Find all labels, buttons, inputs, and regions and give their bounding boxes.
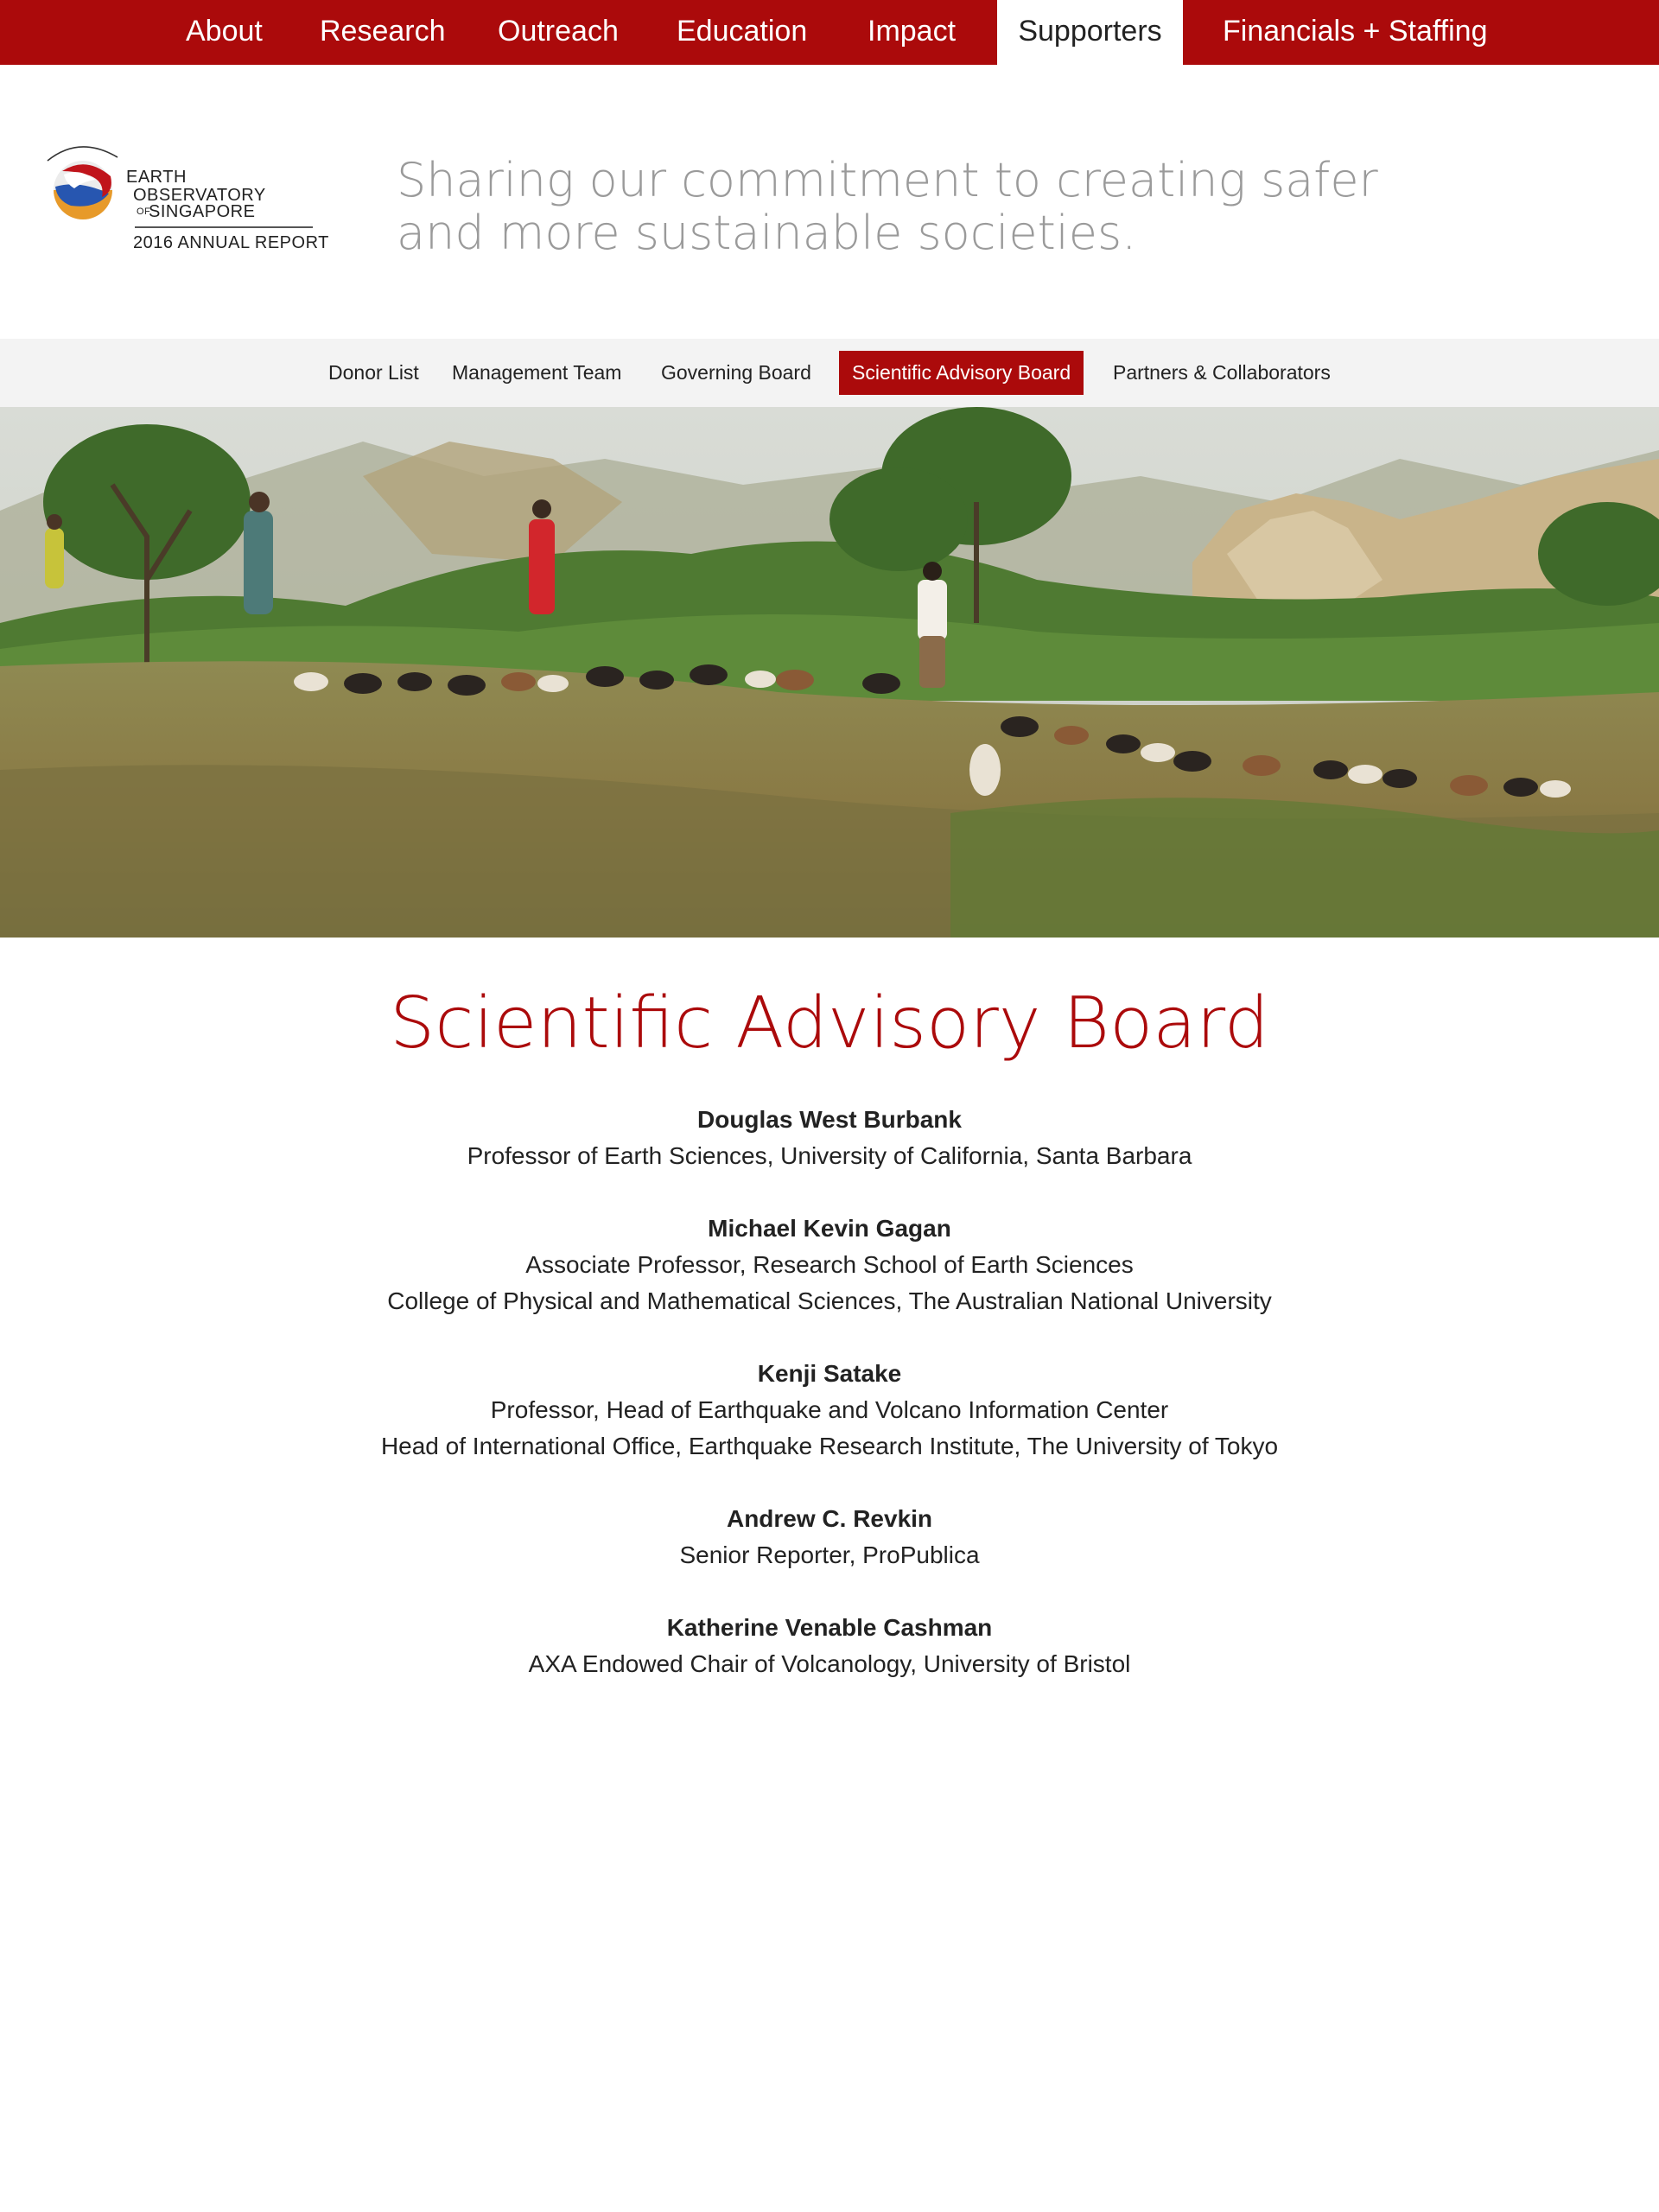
- logo-line-of: OF: [137, 207, 151, 217]
- top-nav: [0, 0, 1659, 65]
- member-name: Katherine Venable Cashman: [666, 1614, 993, 1641]
- member-entry: [0, 1610, 1659, 1682]
- nav-about[interactable]: About: [186, 15, 263, 48]
- subnav-management-team[interactable]: Management Team: [452, 361, 622, 384]
- nav-supporters[interactable]: Supporters: [997, 0, 1183, 65]
- member-title: Associate Professor, Research School of Earth Sciences: [525, 1251, 1134, 1278]
- member-entry: [0, 1356, 1659, 1465]
- page-title: Scientific Advisory Board: [390, 982, 1269, 1065]
- nav-impact[interactable]: Impact: [868, 15, 957, 48]
- logo-line-earth: EARTH: [126, 168, 187, 187]
- member-name: Andrew C. Revkin: [726, 1505, 933, 1532]
- sub-nav: [0, 339, 1659, 407]
- member-entry: [0, 1501, 1659, 1573]
- hero-image: [0, 407, 1659, 938]
- member-entry: [0, 1102, 1659, 1174]
- member-title: Professor of Earth Sciences, University of California, Santa Barbara: [467, 1142, 1192, 1169]
- subnav-scientific-advisory-board[interactable]: Scientific Advisory Board: [839, 351, 1084, 395]
- subnav-partners-collaborators[interactable]: Partners & Collaborators: [1113, 361, 1331, 384]
- member-name: Michael Kevin Gagan: [708, 1215, 951, 1242]
- member-affiliation: Head of International Office, Earthquake Research Institute, The University of Tokyo: [380, 1433, 1279, 1459]
- member-title: Senior Reporter, ProPublica: [679, 1541, 980, 1568]
- member-title: Professor, Head of Earthquake and Volcano Information Center: [490, 1396, 1169, 1423]
- logo-divider: [135, 226, 313, 228]
- member-name: Kenji Satake: [757, 1360, 902, 1387]
- member-title: AXA Endowed Chair of Volcanology, University of Bristol: [528, 1650, 1131, 1677]
- logo-line-singapore: SINGAPORE: [149, 202, 256, 221]
- nav-research[interactable]: Research: [320, 15, 446, 48]
- eos-globe-icon: [45, 142, 123, 228]
- member-entry: [0, 1211, 1659, 1319]
- advisory-board-list: [0, 1102, 1659, 1719]
- tagline: Sharing our commitment to creating safer and more sustainable societies.: [397, 153, 1378, 260]
- subnav-governing-board[interactable]: Governing Board: [661, 361, 811, 384]
- logo-line-observatory: OBSERVATORY: [133, 186, 266, 205]
- member-name: Douglas West Burbank: [697, 1106, 962, 1133]
- member-affiliation: College of Physical and Mathematical Sciences, The Australian National University: [387, 1287, 1272, 1314]
- logo-annual-report: 2016 ANNUAL REPORT: [133, 233, 329, 252]
- subnav-donor-list[interactable]: Donor List: [328, 361, 419, 384]
- nav-outreach[interactable]: Outreach: [498, 15, 619, 48]
- nav-education[interactable]: Education: [677, 15, 808, 48]
- eos-logo[interactable]: [45, 138, 329, 259]
- nav-financials-staffing[interactable]: Financials + Staffing: [1223, 15, 1488, 48]
